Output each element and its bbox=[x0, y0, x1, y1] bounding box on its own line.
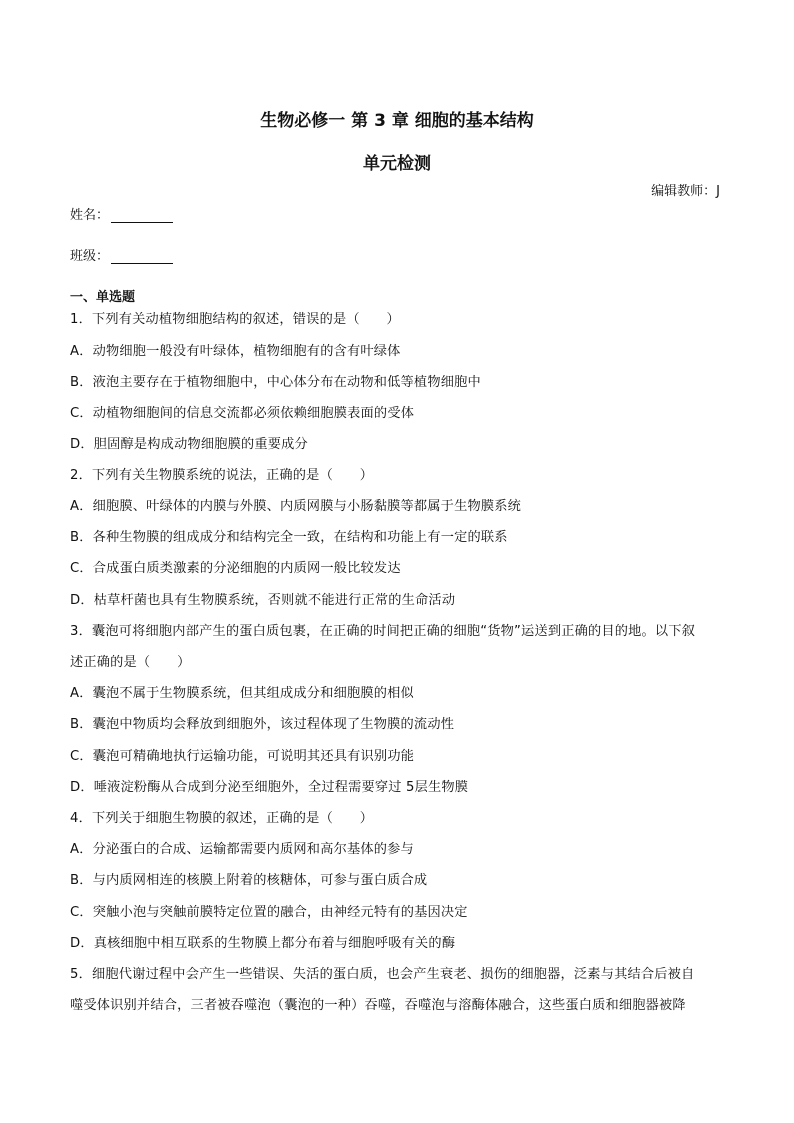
question-option: A．分泌蛋白的合成、运输都需要内质网和高尔基体的参与 bbox=[70, 842, 414, 857]
document-subtitle: 单元检测 bbox=[363, 154, 431, 174]
name-field bbox=[70, 204, 173, 223]
question-stem-line2: 述正确的是（ ） bbox=[70, 655, 191, 670]
question-option: A．动物细胞一般没有叶绿体，植物细胞有的含有叶绿体 bbox=[70, 344, 401, 359]
question-stem-line1: 5．细胞代谢过程中会产生一些错误、失活的蛋白质，也会产生衰老、损伤的细胞器，泛素与其结合后被自 bbox=[70, 967, 695, 982]
question-option: D．胆固醇是构成动物细胞膜的重要成分 bbox=[70, 437, 308, 452]
question-option: C．动植物细胞间的信息交流都必须依赖细胞膜表面的受体 bbox=[70, 406, 415, 421]
question-option: D．枯草杆菌也具有生物膜系统，否则就不能进行正常的生命活动 bbox=[70, 593, 456, 608]
class-label: 班级： bbox=[70, 249, 110, 264]
question-option: A．囊泡不属于生物膜系统，但其组成成分和细胞膜的相似 bbox=[70, 686, 414, 701]
question-stem-line2: 噬受体识别并结合，三者被吞噬泡（囊泡的一种）吞噬，吞噬泡与溶酶体融合，这些蛋白质和细胞器被降 bbox=[70, 998, 686, 1013]
class-field bbox=[70, 245, 173, 264]
question-option: B．囊泡中物质均会释放到细胞外，该过程体现了生物膜的流动性 bbox=[70, 717, 455, 732]
question-option: C．囊泡可精确地执行运输功能，可说明其还具有识别功能 bbox=[70, 749, 415, 764]
section-heading: 一、单选题 bbox=[70, 290, 136, 305]
question-option: D．唾液淀粉酶从合成到分泌至细胞外，全过程需要穿过 5层生物膜 bbox=[70, 780, 469, 795]
question-option: C．突触小泡与突触前膜特定位置的融合，由神经元特有的基因决定 bbox=[70, 905, 468, 920]
name-label: 姓名： bbox=[70, 208, 110, 223]
class-blank bbox=[111, 250, 173, 264]
question-option: D．真核细胞中相互联系的生物膜上都分布着与细胞呼吸有关的酶 bbox=[70, 936, 456, 951]
question-stem-line1: 3．囊泡可将细胞内部产生的蛋白质包裹，在正确的时间把正确的细胞“货物”运送到正确的目的地。以下叙 bbox=[70, 624, 696, 639]
document-title: 生物必修一 第 3 章 细胞的基本结构 bbox=[260, 111, 534, 131]
question-option: B．液泡主要存在于植物细胞中，中心体分布在动物和低等植物细胞中 bbox=[70, 375, 481, 390]
question-stem: 4．下列关于细胞生物膜的叙述，正确的是（ ） bbox=[70, 811, 374, 826]
question-option: A．细胞膜、叶绿体的内膜与外膜、内质网膜与小肠黏膜等都属于生物膜系统 bbox=[70, 499, 522, 514]
question-stem: 2．下列有关生物膜系统的说法，正确的是（ ） bbox=[70, 468, 374, 483]
name-blank bbox=[111, 209, 173, 223]
question-option: B．各种生物膜的组成成分和结构完全一致，在结构和功能上有一定的联系 bbox=[70, 530, 508, 545]
question-stem: 1．下列有关动植物细胞结构的叙述，错误的是（ ） bbox=[70, 312, 400, 327]
question-option: C．合成蛋白质类激素的分泌细胞的内质网一般比较发达 bbox=[70, 561, 401, 576]
question-option: B．与内质网相连的核膜上附着的核糖体，可参与蛋白质合成 bbox=[70, 873, 428, 888]
editor-teacher: 编辑教师：J bbox=[651, 184, 720, 199]
